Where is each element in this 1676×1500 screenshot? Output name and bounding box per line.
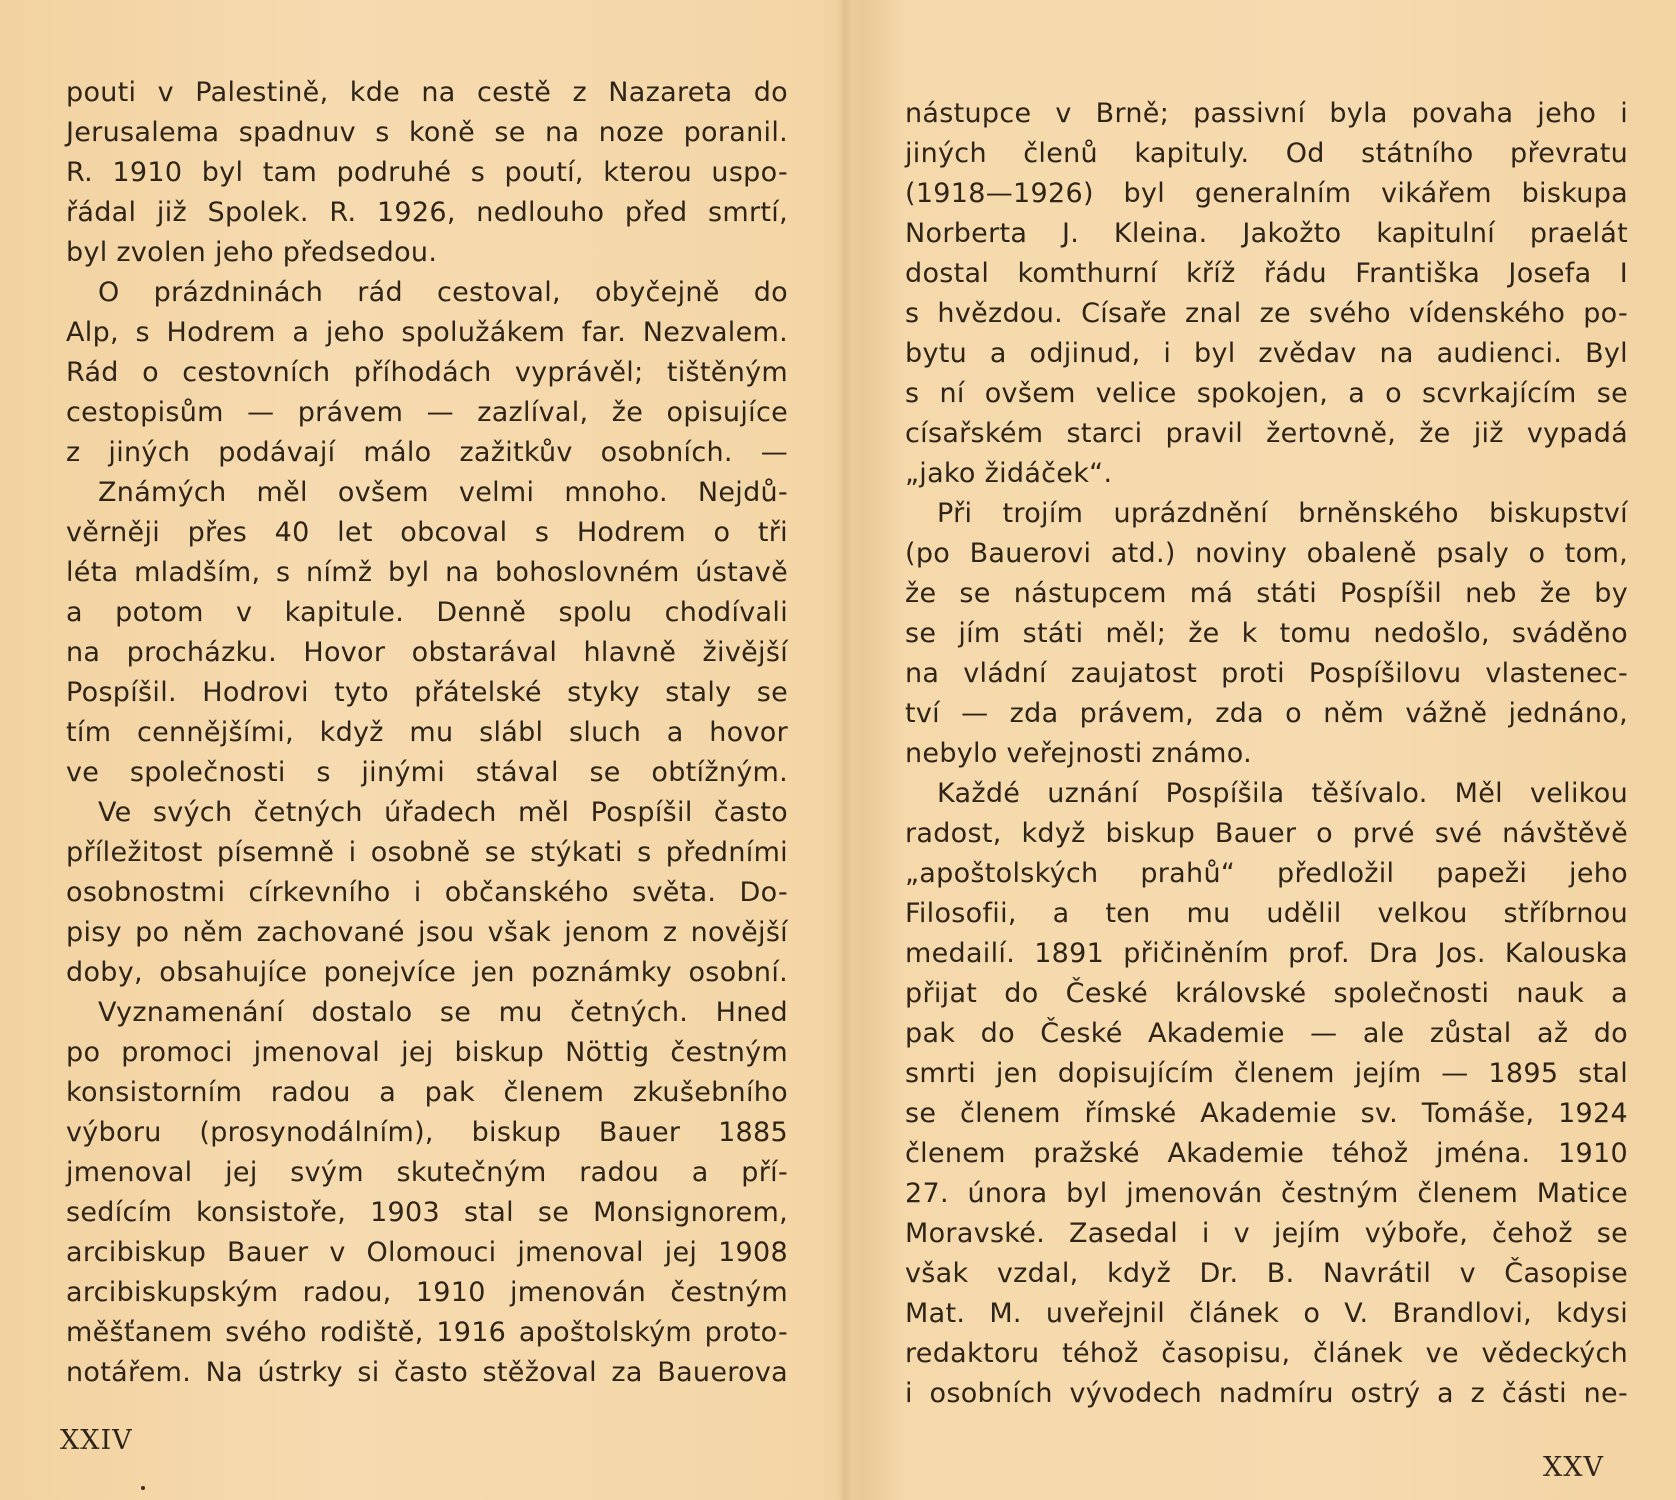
text-line: „jako židáček“.: [905, 458, 1113, 489]
page-number-right: XXV: [1543, 1452, 1604, 1483]
book-gutter: [838, 0, 852, 1500]
text-line: jmenoval jej svým skutečným radou a pří-: [66, 1157, 788, 1188]
text-line: R. 1910 byl tam podruhé s poutí, kterou uspo-: [66, 157, 788, 188]
text-line: po promoci jmenoval jej biskup Nöttig čestným: [66, 1037, 788, 1068]
text-line: (po Bauerovi atd.) noviny obaleně psaly o tom,: [905, 538, 1628, 569]
text-line: tví — zda právem, zda o něm vážně jednáno,: [905, 698, 1628, 729]
text-line: na procházku. Hovor obstarával hlavně živější: [66, 637, 788, 668]
text-line: tím cennějšími, když mu slábl sluch a hovor: [66, 717, 788, 748]
text-line: Při trojím uprázdnění brněnského biskupství: [937, 498, 1628, 529]
text-line: věrněji přes 40 let obcoval s Hodrem o tři: [66, 517, 788, 548]
text-line: pak do České Akademie — ale zůstal až do: [905, 1018, 1628, 1049]
text-line: i osobních vývodech nadmíru ostrý a z části ne-: [905, 1378, 1628, 1409]
text-line: že se nástupcem má státi Pospíšil neb že by: [905, 578, 1628, 609]
text-line: členem pražské Akademie téhož jména. 1910: [905, 1138, 1628, 1169]
text-line: osobnostmi církevního i občanského světa. Do-: [66, 877, 788, 908]
text-line: nástupce v Brně; passivní byla povaha jeho i: [905, 98, 1628, 129]
text-line: jiných členů kapituly. Od státního převratu: [905, 138, 1628, 169]
text-line: arcibiskupským radou, 1910 jmenován čestným: [66, 1277, 788, 1308]
text-line: léta mladším, s nímž byl na bohoslovném ústavě: [66, 557, 788, 588]
text-line: pisy po něm zachované jsou však jenom z novější: [66, 917, 788, 948]
text-line: smrti jen dopisujícím členem jejím — 1895 stal: [905, 1058, 1628, 1089]
text-line: konsistorním radou a pak členem zkušebního: [66, 1077, 788, 1108]
text-line: pouti v Palestině, kde na cestě z Nazareta do: [66, 77, 788, 108]
text-line: příležitost písemně i osobně se stýkati s předními: [66, 837, 788, 868]
text-line: redaktoru téhož časopisu, článek ve vědeckých: [905, 1338, 1628, 1369]
text-line: Každé uznání Pospíšila těšívalo. Měl velikou: [937, 778, 1628, 809]
text-line: Jerusalema spadnuv s koně se na noze poranil.: [66, 117, 788, 148]
text-line: notářem. Na ústrky si často stěžoval za Bauerova: [66, 1357, 788, 1388]
text-line: ve společnosti s jinými stával se obtížným.: [66, 757, 788, 788]
text-line: výboru (prosynodálním), biskup Bauer 1885: [66, 1117, 788, 1148]
text-line: se jím státi měl; že k tomu nedošlo, sváděno: [905, 618, 1628, 649]
text-line: Moravské. Zasedal i v jejím výboře, čehož se: [905, 1218, 1628, 1249]
text-line: 27. února byl jmenován čestným členem Matice: [905, 1178, 1628, 1209]
paper-speck: [141, 1486, 145, 1490]
page-number-left: XXIV: [60, 1425, 133, 1456]
text-line: radost, když biskup Bauer o prvé své návštěvě: [905, 818, 1628, 849]
text-line: Ve svých četných úřadech měl Pospíšil často: [98, 797, 788, 828]
text-line: z jiných podávají málo zažitkův osobních. —: [66, 437, 788, 468]
text-line: O prázdninách rád cestoval, obyčejně do: [98, 277, 788, 308]
text-line: Filosofii, a ten mu udělil velkou stříbrnou: [905, 898, 1628, 929]
text-line: nebylo veřejnosti známo.: [905, 738, 1252, 769]
text-line: Norberta J. Kleina. Jakožto kapitulní praelát: [905, 218, 1628, 249]
left-page-text: [66, 73, 788, 1393]
text-line: přijat do České královské společnosti nauk a: [905, 978, 1628, 1009]
text-line: Známých měl ovšem velmi mnoho. Nejdů-: [98, 477, 788, 508]
text-line: Vyznamenání dostalo se mu četných. Hned: [98, 997, 788, 1028]
text-line: medailí. 1891 přičiněním prof. Dra Jos. Kalouska: [905, 938, 1628, 969]
text-line: se členem římské Akademie sv. Tomáše, 1924: [905, 1098, 1628, 1129]
text-line: sedícím konsistoře, 1903 stal se Monsignorem,: [66, 1197, 788, 1228]
text-line: bytu a odjinud, i byl zvědav na audienci. Byl: [905, 338, 1628, 369]
text-line: s ní ovšem velice spokojen, a o scvrkajícím se: [905, 378, 1628, 409]
text-line: „apoštolských prahů“ předložil papeži jeho: [905, 858, 1628, 889]
text-line: měšťanem svého rodiště, 1916 apoštolským proto-: [66, 1317, 788, 1348]
text-line: s hvězdou. Císaře znal ze svého vídenského po-: [905, 298, 1628, 329]
right-page-text: [905, 94, 1628, 1414]
text-line: řádal již Spolek. R. 1926, nedlouho před smrtí,: [66, 197, 788, 228]
text-line: však vzdal, když Dr. B. Navrátil v Časopise: [905, 1258, 1628, 1289]
text-line: Mat. M. uveřejnil článek o V. Brandlovi, kdysi: [905, 1298, 1628, 1329]
text-line: cestopisům — právem — zazlíval, že opisujíce: [66, 397, 788, 428]
text-line: a potom v kapitule. Denně spolu chodívali: [66, 597, 788, 628]
text-line: (1918—1926) byl generalním vikářem biskupa: [905, 178, 1628, 209]
text-line: doby, obsahujíce ponejvíce jen poznámky osobní.: [66, 957, 788, 988]
text-line: arcibiskup Bauer v Olomouci jmenoval jej 1908: [66, 1237, 788, 1268]
text-line: císařském starci pravil žertovně, že již vypadá: [905, 418, 1628, 449]
text-line: byl zvolen jeho předsedou.: [66, 237, 438, 268]
text-line: Alp, s Hodrem a jeho spolužákem far. Nezvalem.: [66, 317, 788, 348]
text-line: dostal komthurní kříž řádu Františka Josefa I: [905, 258, 1628, 289]
text-line: Rád o cestovních příhodách vyprávěl; tištěným: [66, 357, 788, 388]
text-line: Pospíšil. Hodrovi tyto přátelské styky staly se: [66, 677, 788, 708]
text-line: na vládní zaujatost proti Pospíšilovu vlastenec-: [905, 658, 1628, 689]
